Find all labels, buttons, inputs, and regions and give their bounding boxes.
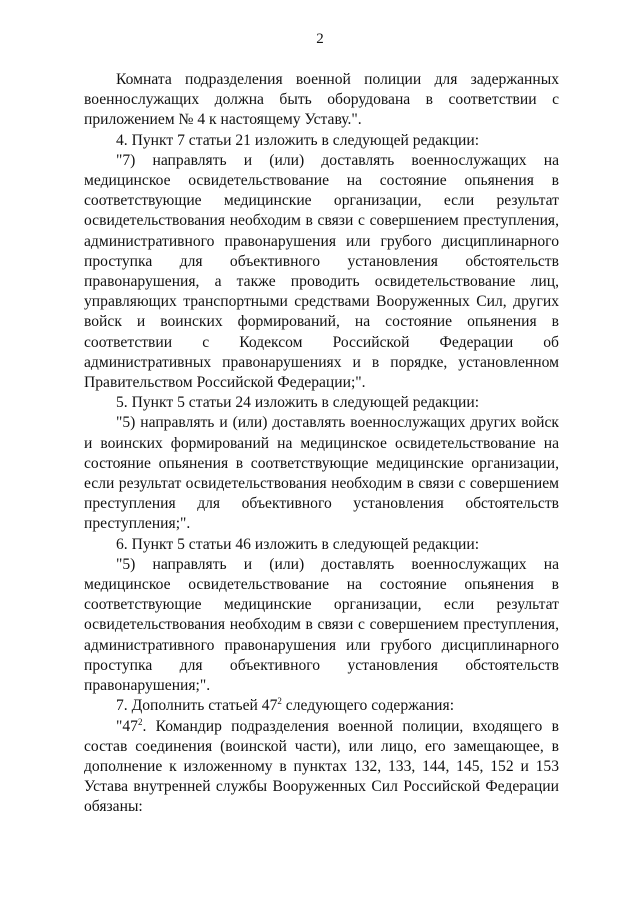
article-47-2-text-after: . Командир подразделения военной полиции, входящего в состав соединения (воинской части), или лицо, его замещающее, в дополнение к изложенному в пунктах 132, 133, 144, 145, 152 и 153 Устава внутренней службы Вооруженных Сил Российской Федерации обязаны: bbox=[84, 717, 559, 816]
paragraph-article-46-item-5: "5) направлять и (или) доставлять военнослужащих на медицинское освидетельствование на состояние опьянения в соответствующие медицинские организации, если результат освидетельствования необходим в связи с совершением преступления, административного правонарушения или грубого дисциплинарного проступка для объективного установления обстоятельств правонарушения;". bbox=[84, 555, 559, 695]
paragraph-amendment-4-heading: 4. Пункт 7 статьи 21 изложить в следующей редакции: bbox=[116, 131, 480, 149]
paragraph-article-47-2 bbox=[84, 717, 559, 818]
amendment-7-text-before: 7. Дополнить статьей 47 bbox=[116, 697, 278, 715]
page-number: 2 bbox=[316, 31, 324, 47]
document-body bbox=[84, 70, 559, 818]
paragraph-article-24-item-5: "5) направлять и (или) доставлять военнослужащих других войск и воинских формирований на медицинское освидетельствование на состояние опьянения в соответствующие медицинские организации, если результат освидетельствования необходим в связи с совершением преступления для объективного установления обстоятельств преступления;". bbox=[84, 414, 559, 533]
article-47-2-superscript: 2 bbox=[137, 716, 143, 727]
paragraph-room-equipment: Комната подразделения военной полиции для задержанных военнослужащих должна быть оборудована в соответствии с приложением № 4 к настоящему Уставу.". bbox=[84, 71, 559, 129]
paragraph-amendment-6-heading: 6. Пункт 5 статьи 46 изложить в следующей редакции: bbox=[116, 535, 480, 553]
amendment-7-text-after: следующего содержания: bbox=[281, 697, 455, 715]
paragraph-amendment-5-heading: 5. Пункт 5 статьи 24 изложить в следующей редакции: bbox=[116, 394, 480, 412]
paragraph-amendment-7-heading bbox=[84, 696, 559, 716]
paragraph-article-21-item-7: "7) направлять и (или) доставлять военнослужащих на медицинское освидетельствование на состояние опьянения в соответствующие медицинские организации, если результат освидетельствования необходим в связи с совершением преступления, административного правонарушения или грубого дисциплинарного проступка для объективного установления обстоятельств правонарушения, а также проводить освидетельствование лиц, управляющих транспортными средствами Вооруженных Сил, других войск и воинских формирований, на состояние опьянения в соответствии с Кодексом Российской Федерации об административных правонарушениях и в порядке, установленном Правительством Российской Федерации;". bbox=[84, 151, 559, 392]
article-47-2-text-before: "47 bbox=[116, 717, 138, 735]
amendment-7-superscript: 2 bbox=[277, 696, 282, 707]
